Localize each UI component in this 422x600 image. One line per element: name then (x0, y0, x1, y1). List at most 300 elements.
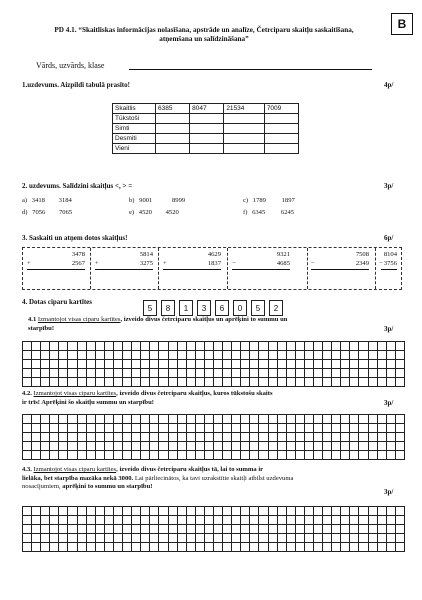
grid-cell[interactable] (323, 415, 332, 424)
grid-cell[interactable] (332, 378, 341, 387)
grid-cell[interactable] (59, 351, 68, 360)
grid-cell[interactable] (359, 369, 368, 378)
grid-cell[interactable] (259, 516, 268, 525)
grid-cell[interactable] (86, 534, 95, 543)
grid-cell[interactable] (332, 433, 341, 442)
grid-cell[interactable] (377, 369, 386, 378)
grid-cell[interactable] (259, 525, 268, 534)
grid-cell[interactable] (232, 342, 241, 351)
grid-cell[interactable] (123, 543, 132, 552)
grid-cell[interactable] (159, 525, 168, 534)
grid-cell[interactable] (259, 442, 268, 451)
grid-cell[interactable] (159, 451, 168, 460)
grid-cell[interactable] (59, 451, 68, 460)
grid-cell[interactable] (204, 378, 213, 387)
grid-cell[interactable] (32, 442, 41, 451)
grid-cell[interactable] (232, 543, 241, 552)
grid-cell[interactable] (232, 507, 241, 516)
grid-cell[interactable] (41, 543, 50, 552)
result-line[interactable] (163, 269, 221, 270)
grid-cell[interactable] (268, 415, 277, 424)
grid-cell[interactable] (168, 378, 177, 387)
grid-cell[interactable] (168, 442, 177, 451)
grid-cell[interactable] (32, 342, 41, 351)
grid-cell[interactable] (350, 525, 359, 534)
grid-cell[interactable] (150, 451, 159, 460)
grid-cell[interactable] (350, 378, 359, 387)
grid-cell[interactable] (323, 507, 332, 516)
answer-cell[interactable] (224, 124, 265, 134)
grid-cell[interactable] (104, 525, 113, 534)
grid-cell[interactable] (304, 451, 313, 460)
grid-cell[interactable] (350, 369, 359, 378)
grid-cell[interactable] (204, 342, 213, 351)
grid-cell[interactable] (23, 360, 32, 369)
grid-cell[interactable] (95, 342, 104, 351)
grid-cell[interactable] (123, 442, 132, 451)
grid-cell[interactable] (59, 433, 68, 442)
grid-cell[interactable] (95, 378, 104, 387)
grid-cell[interactable] (150, 360, 159, 369)
grid-cell[interactable] (250, 342, 259, 351)
grid-cell[interactable] (368, 543, 377, 552)
grid-cell[interactable] (68, 442, 77, 451)
grid-cell[interactable] (59, 534, 68, 543)
grid-cell[interactable] (86, 342, 95, 351)
grid-cell[interactable] (277, 415, 286, 424)
grid-cell[interactable] (295, 442, 304, 451)
grid-cell[interactable] (86, 507, 95, 516)
grid-cell[interactable] (232, 360, 241, 369)
grid-cell[interactable] (150, 415, 159, 424)
grid-cell[interactable] (32, 378, 41, 387)
grid-cell[interactable] (368, 516, 377, 525)
grid-cell[interactable] (323, 351, 332, 360)
grid-cell[interactable] (68, 525, 77, 534)
grid-cell[interactable] (377, 525, 386, 534)
grid-cell[interactable] (168, 507, 177, 516)
grid-cell[interactable] (213, 507, 222, 516)
grid-cell[interactable] (59, 378, 68, 387)
grid-cell[interactable] (123, 451, 132, 460)
grid-cell[interactable] (332, 360, 341, 369)
grid-cell[interactable] (50, 433, 59, 442)
grid-cell[interactable] (168, 424, 177, 433)
grid-cell[interactable] (123, 360, 132, 369)
grid-cell[interactable] (277, 534, 286, 543)
grid-cell[interactable] (395, 451, 404, 460)
grid-cell[interactable] (123, 516, 132, 525)
grid-cell[interactable] (213, 543, 222, 552)
grid-cell[interactable] (386, 415, 395, 424)
grid-cell[interactable] (177, 507, 186, 516)
grid-cell[interactable] (177, 415, 186, 424)
grid-cell[interactable] (59, 543, 68, 552)
grid-cell[interactable] (177, 525, 186, 534)
grid-cell[interactable] (104, 516, 113, 525)
grid-cell[interactable] (250, 451, 259, 460)
grid-cell[interactable] (268, 351, 277, 360)
grid-cell[interactable] (304, 424, 313, 433)
grid-cell[interactable] (359, 507, 368, 516)
grid-cell[interactable] (377, 451, 386, 460)
grid-cell[interactable] (86, 378, 95, 387)
grid-cell[interactable] (277, 342, 286, 351)
grid-cell[interactable] (350, 534, 359, 543)
grid-cell[interactable] (186, 516, 195, 525)
grid-cell[interactable] (23, 378, 32, 387)
grid-cell[interactable] (286, 442, 295, 451)
grid-cell[interactable] (223, 378, 232, 387)
grid-cell[interactable] (186, 378, 195, 387)
grid-cell[interactable] (295, 424, 304, 433)
grid-cell[interactable] (332, 516, 341, 525)
grid-cell[interactable] (259, 369, 268, 378)
grid-cell[interactable] (277, 442, 286, 451)
grid-cell[interactable] (250, 378, 259, 387)
grid-cell[interactable] (395, 424, 404, 433)
grid-cell[interactable] (195, 342, 204, 351)
grid-cell[interactable] (259, 507, 268, 516)
grid-cell[interactable] (86, 424, 95, 433)
grid-cell[interactable] (123, 415, 132, 424)
grid-cell[interactable] (195, 451, 204, 460)
grid-cell[interactable] (186, 525, 195, 534)
grid-cell[interactable] (377, 534, 386, 543)
grid-cell[interactable] (386, 351, 395, 360)
grid-cell[interactable] (377, 351, 386, 360)
grid-cell[interactable] (113, 516, 122, 525)
grid-cell[interactable] (295, 360, 304, 369)
grid-cell[interactable] (104, 415, 113, 424)
grid-cell[interactable] (168, 415, 177, 424)
grid-cell[interactable] (113, 433, 122, 442)
grid-cell[interactable] (259, 451, 268, 460)
grid-cell[interactable] (150, 516, 159, 525)
grid-cell[interactable] (268, 360, 277, 369)
grid-cell[interactable] (223, 451, 232, 460)
grid-cell[interactable] (241, 415, 250, 424)
grid-cell[interactable] (386, 451, 395, 460)
grid-cell[interactable] (141, 442, 150, 451)
grid-cell[interactable] (377, 516, 386, 525)
grid-cell[interactable] (386, 525, 395, 534)
grid-cell[interactable] (323, 378, 332, 387)
grid-cell[interactable] (241, 525, 250, 534)
grid-cell[interactable] (150, 342, 159, 351)
answer-grid-2[interactable] (22, 414, 405, 460)
grid-cell[interactable] (32, 415, 41, 424)
grid-cell[interactable] (32, 507, 41, 516)
answer-cell[interactable] (190, 144, 224, 154)
grid-cell[interactable] (123, 378, 132, 387)
grid-cell[interactable] (150, 351, 159, 360)
grid-cell[interactable] (168, 351, 177, 360)
grid-cell[interactable] (159, 433, 168, 442)
grid-cell[interactable] (59, 369, 68, 378)
grid-cell[interactable] (213, 534, 222, 543)
grid-cell[interactable] (23, 507, 32, 516)
grid-cell[interactable] (395, 369, 404, 378)
grid-cell[interactable] (286, 525, 295, 534)
grid-cell[interactable] (395, 342, 404, 351)
grid-cell[interactable] (250, 415, 259, 424)
grid-cell[interactable] (141, 433, 150, 442)
grid-cell[interactable] (159, 534, 168, 543)
grid-cell[interactable] (223, 342, 232, 351)
grid-cell[interactable] (250, 534, 259, 543)
grid-cell[interactable] (195, 433, 204, 442)
grid-cell[interactable] (314, 534, 323, 543)
grid-cell[interactable] (259, 543, 268, 552)
grid-cell[interactable] (204, 433, 213, 442)
grid-cell[interactable] (59, 415, 68, 424)
grid-cell[interactable] (77, 351, 86, 360)
grid-cell[interactable] (395, 433, 404, 442)
grid-cell[interactable] (368, 433, 377, 442)
answer-cell[interactable] (224, 144, 265, 154)
grid-cell[interactable] (141, 351, 150, 360)
grid-cell[interactable] (104, 342, 113, 351)
result-line[interactable] (27, 269, 85, 270)
grid-cell[interactable] (141, 378, 150, 387)
grid-cell[interactable] (341, 424, 350, 433)
grid-cell[interactable] (259, 415, 268, 424)
grid-cell[interactable] (395, 543, 404, 552)
grid-cell[interactable] (223, 360, 232, 369)
grid-cell[interactable] (295, 415, 304, 424)
grid-cell[interactable] (295, 342, 304, 351)
grid-cell[interactable] (304, 351, 313, 360)
grid-cell[interactable] (132, 351, 141, 360)
grid-cell[interactable] (304, 442, 313, 451)
grid-cell[interactable] (195, 507, 204, 516)
grid-cell[interactable] (186, 433, 195, 442)
grid-cell[interactable] (159, 360, 168, 369)
grid-cell[interactable] (332, 442, 341, 451)
grid-cell[interactable] (323, 516, 332, 525)
grid-cell[interactable] (368, 360, 377, 369)
grid-cell[interactable] (86, 451, 95, 460)
grid-cell[interactable] (359, 424, 368, 433)
name-input-line[interactable] (129, 69, 372, 70)
grid-cell[interactable] (132, 415, 141, 424)
grid-cell[interactable] (204, 543, 213, 552)
grid-cell[interactable] (95, 525, 104, 534)
grid-cell[interactable] (68, 351, 77, 360)
answer-cell[interactable] (224, 134, 265, 144)
grid-cell[interactable] (368, 424, 377, 433)
grid-cell[interactable] (141, 342, 150, 351)
grid-cell[interactable] (213, 516, 222, 525)
grid-cell[interactable] (23, 543, 32, 552)
grid-cell[interactable] (113, 342, 122, 351)
grid-cell[interactable] (59, 442, 68, 451)
grid-cell[interactable] (359, 543, 368, 552)
grid-cell[interactable] (323, 369, 332, 378)
grid-cell[interactable] (304, 415, 313, 424)
grid-cell[interactable] (341, 433, 350, 442)
grid-cell[interactable] (150, 507, 159, 516)
grid-cell[interactable] (32, 534, 41, 543)
grid-cell[interactable] (350, 424, 359, 433)
grid-cell[interactable] (314, 424, 323, 433)
grid-cell[interactable] (177, 342, 186, 351)
grid-cell[interactable] (132, 525, 141, 534)
grid-cell[interactable] (32, 543, 41, 552)
grid-cell[interactable] (95, 415, 104, 424)
grid-cell[interactable] (195, 543, 204, 552)
grid-cell[interactable] (241, 360, 250, 369)
grid-cell[interactable] (132, 342, 141, 351)
result-line[interactable] (232, 269, 290, 270)
grid-cell[interactable] (86, 369, 95, 378)
grid-cell[interactable] (341, 360, 350, 369)
grid-cell[interactable] (59, 424, 68, 433)
grid-cell[interactable] (168, 516, 177, 525)
grid-cell[interactable] (268, 433, 277, 442)
grid-cell[interactable] (332, 424, 341, 433)
grid-cell[interactable] (159, 424, 168, 433)
grid-cell[interactable] (68, 369, 77, 378)
grid-cell[interactable] (314, 525, 323, 534)
grid-cell[interactable] (32, 525, 41, 534)
grid-cell[interactable] (132, 451, 141, 460)
grid-cell[interactable] (377, 342, 386, 351)
grid-cell[interactable] (204, 507, 213, 516)
grid-cell[interactable] (68, 360, 77, 369)
grid-cell[interactable] (95, 433, 104, 442)
grid-cell[interactable] (41, 507, 50, 516)
grid-cell[interactable] (232, 442, 241, 451)
grid-cell[interactable] (368, 378, 377, 387)
grid-cell[interactable] (123, 507, 132, 516)
grid-cell[interactable] (50, 360, 59, 369)
grid-cell[interactable] (150, 442, 159, 451)
grid-cell[interactable] (150, 433, 159, 442)
grid-cell[interactable] (68, 507, 77, 516)
grid-cell[interactable] (59, 360, 68, 369)
grid-cell[interactable] (259, 534, 268, 543)
grid-cell[interactable] (277, 369, 286, 378)
grid-cell[interactable] (341, 351, 350, 360)
grid-cell[interactable] (159, 442, 168, 451)
grid-cell[interactable] (186, 415, 195, 424)
grid-cell[interactable] (150, 424, 159, 433)
grid-cell[interactable] (177, 543, 186, 552)
grid-cell[interactable] (23, 351, 32, 360)
grid-cell[interactable] (359, 378, 368, 387)
grid-cell[interactable] (150, 534, 159, 543)
grid-cell[interactable] (304, 342, 313, 351)
grid-cell[interactable] (41, 415, 50, 424)
grid-cell[interactable] (386, 442, 395, 451)
grid-cell[interactable] (241, 442, 250, 451)
grid-cell[interactable] (359, 525, 368, 534)
grid-cell[interactable] (359, 433, 368, 442)
grid-cell[interactable] (368, 415, 377, 424)
grid-cell[interactable] (132, 433, 141, 442)
grid-cell[interactable] (241, 351, 250, 360)
grid-cell[interactable] (95, 516, 104, 525)
grid-cell[interactable] (395, 351, 404, 360)
grid-cell[interactable] (177, 433, 186, 442)
grid-cell[interactable] (68, 534, 77, 543)
grid-cell[interactable] (68, 451, 77, 460)
grid-cell[interactable] (259, 360, 268, 369)
grid-cell[interactable] (223, 442, 232, 451)
grid-cell[interactable] (195, 442, 204, 451)
grid-cell[interactable] (268, 525, 277, 534)
grid-cell[interactable] (304, 369, 313, 378)
grid-cell[interactable] (50, 516, 59, 525)
grid-cell[interactable] (386, 424, 395, 433)
grid-cell[interactable] (341, 534, 350, 543)
grid-cell[interactable] (50, 451, 59, 460)
grid-cell[interactable] (213, 415, 222, 424)
grid-cell[interactable] (123, 534, 132, 543)
grid-cell[interactable] (223, 433, 232, 442)
grid-cell[interactable] (113, 360, 122, 369)
grid-cell[interactable] (359, 351, 368, 360)
grid-cell[interactable] (395, 442, 404, 451)
grid-cell[interactable] (377, 415, 386, 424)
grid-cell[interactable] (350, 342, 359, 351)
grid-cell[interactable] (268, 442, 277, 451)
grid-cell[interactable] (104, 534, 113, 543)
grid-cell[interactable] (286, 433, 295, 442)
answer-cell[interactable] (264, 124, 298, 134)
grid-cell[interactable] (168, 451, 177, 460)
grid-cell[interactable] (177, 378, 186, 387)
grid-cell[interactable] (232, 378, 241, 387)
grid-cell[interactable] (23, 424, 32, 433)
grid-cell[interactable] (213, 360, 222, 369)
grid-cell[interactable] (213, 342, 222, 351)
grid-cell[interactable] (386, 534, 395, 543)
grid-cell[interactable] (241, 516, 250, 525)
grid-cell[interactable] (86, 415, 95, 424)
grid-cell[interactable] (186, 543, 195, 552)
grid-cell[interactable] (277, 507, 286, 516)
grid-cell[interactable] (86, 525, 95, 534)
grid-cell[interactable] (41, 433, 50, 442)
grid-cell[interactable] (341, 516, 350, 525)
grid-cell[interactable] (286, 351, 295, 360)
grid-cell[interactable] (259, 378, 268, 387)
grid-cell[interactable] (195, 424, 204, 433)
grid-cell[interactable] (123, 351, 132, 360)
grid-cell[interactable] (113, 525, 122, 534)
grid-cell[interactable] (213, 378, 222, 387)
grid-cell[interactable] (77, 516, 86, 525)
grid-cell[interactable] (186, 442, 195, 451)
grid-cell[interactable] (104, 433, 113, 442)
grid-cell[interactable] (141, 415, 150, 424)
grid-cell[interactable] (168, 543, 177, 552)
grid-cell[interactable] (86, 433, 95, 442)
grid-cell[interactable] (377, 360, 386, 369)
grid-cell[interactable] (204, 360, 213, 369)
grid-cell[interactable] (159, 342, 168, 351)
grid-cell[interactable] (341, 369, 350, 378)
grid-cell[interactable] (50, 507, 59, 516)
grid-cell[interactable] (286, 415, 295, 424)
grid-cell[interactable] (223, 369, 232, 378)
grid-cell[interactable] (68, 516, 77, 525)
grid-cell[interactable] (295, 507, 304, 516)
grid-cell[interactable] (295, 525, 304, 534)
